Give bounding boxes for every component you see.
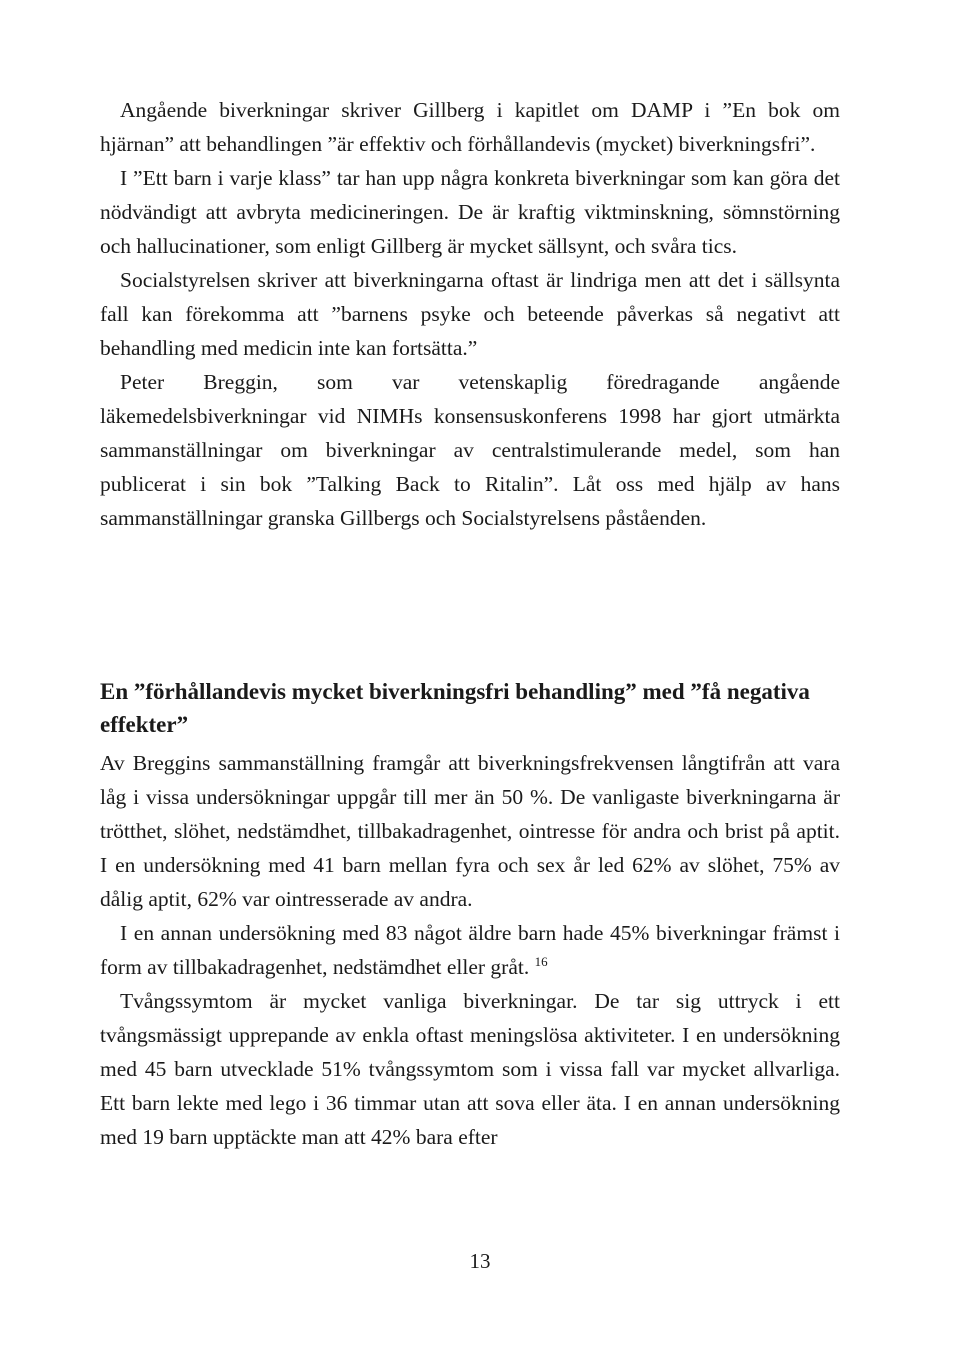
body-text-top: [100, 93, 840, 535]
section-side-effects: [100, 675, 840, 1154]
paragraph-compulsive-symptoms: Tvångssymtom är mycket vanliga biverkningar. De tar sig uttryck i ett tvångsmässigt upprepande av enkla oftast meningslösa aktiviteter. I en undersökning med 45 barn utvecklade 51% tvångssymtom som i vissa fall var mycket allvarliga. Ett barn lekte med lego i 36 timmar utan att sova eller äta. I en annan undersökning med 19 barn upptäckte man att 42% bara efter: [100, 989, 840, 1149]
page-number: 13: [469, 1249, 491, 1273]
paragraph-gillberg-quote: Angående biverkningar skriver Gillberg i kapitlet om DAMP i ”En bok om hjärnan” att behandlingen ”är effektiv och förhållandevis (mycket) biverkningsfri”.: [100, 98, 840, 156]
footnote-reference: 16: [534, 953, 548, 969]
paragraph-breggin: Peter Breggin, som var vetenskaplig föredragande angående läkemedelsbiverkningar vid NIMHs konsensuskonferens 1998 har gjort utmärkta sammanställningar om biverkningar av centralstimulerande medel, som han publicerat i sin bok ”Talking Back to Ritalin”. Låt oss med hjälp av hans sammanställningar granska Gillbergs och Socialstyrelsens påståenden.: [100, 370, 840, 530]
paragraph-frequency: Av Breggins sammanställning framgår att biverkningsfrekvensen långtifrån att vara låg i vissa undersökningar uppgår till mer än 50 %. De vanligaste biverkningarna är trötthet, slöhet, nedstämdhet, tillbakadragenhet, ointresse för andra och brist på aptit. I en undersökning med 41 barn mellan fyra och sex år led 62% av slöhet, 75% av dålig aptit, 62% var ointresserade av andra.: [100, 751, 840, 911]
paragraph-older-children: [100, 916, 840, 984]
paragraph-older-children-text: I en annan undersökning med 83 något äldre barn hade 45% biverkningar främst i form av tillbakadragenhet, nedstämdhet eller gråt.: [100, 921, 840, 979]
paragraph-socialstyrelsen: Socialstyrelsen skriver att biverkningarna oftast är lindriga men att det i sällsynta fall kan förekomma att ”barnens psyke och beteende påverkas så negativt att behandling med medicin inte kan fortsätta.”: [100, 268, 840, 360]
section-heading: En ”förhållandevis mycket biverkningsfri behandling” med ”få negativa effekter”: [100, 679, 810, 737]
paragraph-side-effects-list: I ”Ett barn i varje klass” tar han upp några konkreta biverkningar som kan göra det nödvändigt att avbryta medicineringen. De är kraftig viktminskning, sömnstörning och hallucinationer, som enligt Gillberg är mycket sällsynt, och svåra tics.: [100, 166, 840, 258]
